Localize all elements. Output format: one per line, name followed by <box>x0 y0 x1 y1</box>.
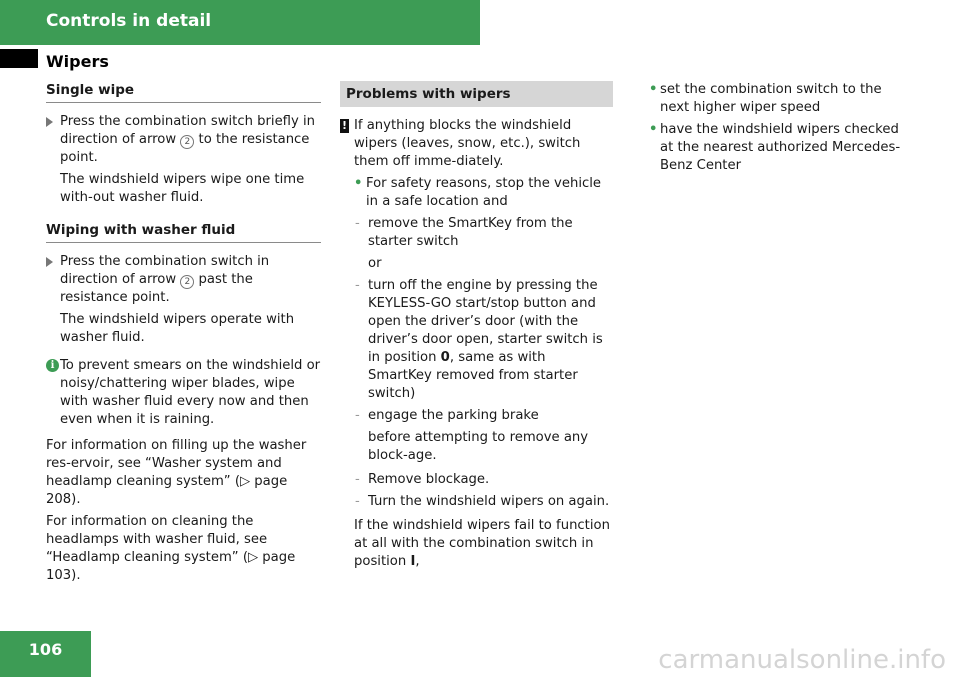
washer-fluid-heading: Wiping with washer fluid <box>46 221 321 243</box>
info-note: i To prevent smears on the windshield or noisy/chattering wiper blades, wipe with washer fluid every now and then even when it is raining. <box>46 357 321 429</box>
list-item: - Turn the windshield wipers on again. <box>355 494 610 509</box>
single-wipe-result: The windshield wipers wipe one time with-out washer fluid. <box>60 172 305 205</box>
page-number: 106 <box>28 640 63 659</box>
washer-fluid-result: The windshield wipers operate with washer fluid. <box>60 312 295 345</box>
arrow-number-badge: 2 <box>180 135 194 149</box>
list-item: • For safety reasons, stop the vehicle in a safe location and <box>354 176 602 209</box>
problems-heading: Problems with wipers <box>340 81 613 107</box>
watermark: carmanualsonline.info <box>658 645 946 675</box>
warning-icon: ! <box>341 119 348 132</box>
info-icon: i <box>46 359 59 372</box>
chapter-title: Controls in detail <box>46 11 212 31</box>
step-arrow-icon <box>46 117 53 127</box>
single-wipe-step: Press the combination switch briefly in direction of arrow 2 to the resistance point. <box>46 113 321 167</box>
list-item: - engage the parking brake <box>355 408 539 423</box>
column-left <box>46 81 321 589</box>
single-wipe-heading: Single wipe <box>46 81 321 103</box>
list-item: - remove the SmartKey from the starter switch <box>355 216 573 249</box>
or-text: or <box>368 256 382 271</box>
section-title: Wipers <box>46 52 109 71</box>
list-item: - Remove blockage. <box>355 472 490 487</box>
step-arrow-icon <box>46 257 53 267</box>
washer-reservoir-reference: For information on filling up the washer res-ervoir, see “Washer system and headlamp cleaning system” (▷ page 208). <box>46 438 307 507</box>
warning-note: ! If anything blocks the windshield wipers (leaves, snow, etc.), switch them off imme-diately. <box>341 118 581 169</box>
arrow-number-badge: 2 <box>180 275 194 289</box>
column-right <box>646 81 906 179</box>
before-text: before attempting to remove any block-age. <box>368 430 589 463</box>
headlamp-cleaning-reference: For information on cleaning the headlamps with washer fluid, see “Headlamp cleaning system” (▷ page 103). <box>46 514 296 583</box>
washer-fluid-step: Press the combination switch in direction of arrow 2 past the resistance point. <box>46 253 321 307</box>
column-middle <box>340 81 613 575</box>
list-item: • have the windshield wipers checked at the nearest authorized Mercedes-Benz Center <box>649 122 901 173</box>
section-marker <box>0 49 38 68</box>
list-item: - turn off the engine by pressing the KEYLESS-GO start/stop button and open the driver’s door (with the driver’s door open, starter switch is in position 0, same as with SmartKey removed from starter switch) <box>355 278 603 401</box>
list-item: • set the combination switch to the next higher wiper speed <box>649 82 882 115</box>
fail-text: If the windshield wipers fail to function at all with the combination switch in position I, <box>354 518 610 569</box>
